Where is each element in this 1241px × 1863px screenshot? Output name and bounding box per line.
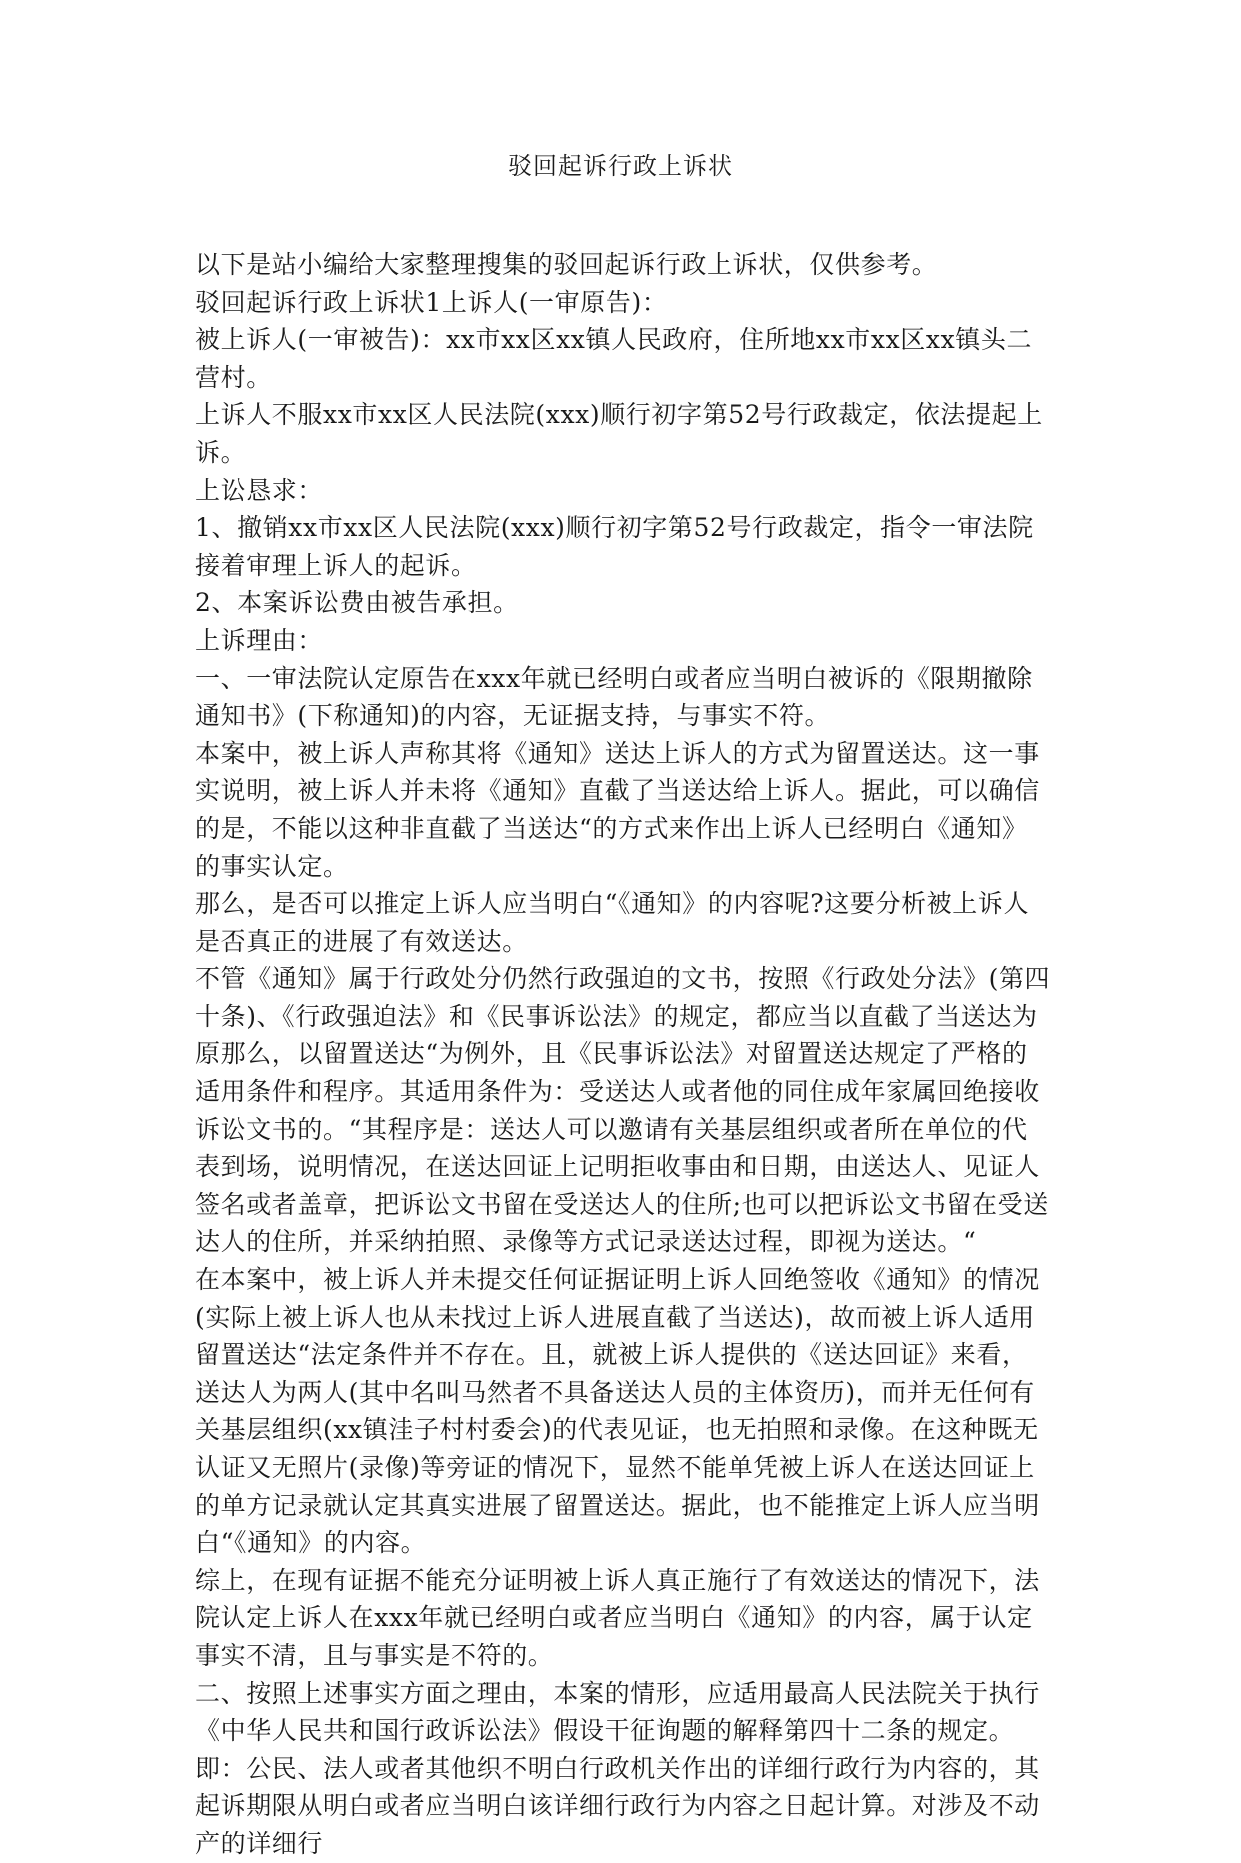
document-title: 驳回起诉行政上诉状: [508, 152, 733, 180]
paragraph-appellant: 驳回起诉行政上诉状1上诉人(一审原告)：: [195, 287, 668, 317]
paragraph-claim-2: 2、本案诉讼费由被告承担。: [195, 588, 519, 618]
paragraph-claims-heading: 上讼恳求：: [195, 475, 324, 505]
document-body: [195, 246, 1051, 1863]
paragraph-reason-1-detail-b: 那么，是否可以推定上诉人应当明白“《通知》的内容呢?这要分析被上诉人是否真正的进展了有效送达。: [195, 889, 1030, 956]
paragraph-reason-2: 二、按照上述事实方面之理由，本案的情形，应适用最高人民法院关于执行《中华人民共和国行政诉讼法》假设干征询题的解释第四十二条的规定。即：公民、法人或者其他织不明白行政机关作出的详细行政行为内容的，其起诉期限从明白或者应当明白该详细行政行为内容之日起计算。对涉及不动产的详细行: [195, 1678, 1040, 1858]
paragraph-appeal-statement: 上诉人不服xx市xx区人民法院(xxx)顺行初字第52号行政裁定，依法提起上诉。: [195, 400, 1043, 467]
paragraph-summary: 综上，在现有证据不能充分证明被上诉人真正施行了有效送达的情况下，法院认定上诉人在xxx年就已经明白或者应当明白《通知》的内容，属于认定事实不清，且与事实是不符的。: [195, 1565, 1040, 1670]
paragraph-reasons-heading: 上诉理由：: [195, 625, 324, 655]
paragraph-claim-1: 1、撤销xx市xx区人民法院(xxx)顺行初字第52号行政裁定，指令一审法院接着审理上诉人的起诉。: [195, 513, 1034, 580]
paragraph-intro: 以下是站小编给大家整理搜集的驳回起诉行政上诉状，仅供参考。: [195, 250, 938, 279]
paragraph-appellee: 被上诉人(一审被告)：xx市xx区xx镇人民政府，住所地xx市xx区xx镇头二营村。: [195, 325, 1033, 392]
paragraph-reason-1: 一、一审法院认定原告在xxx年就已经明白或者应当明白被诉的《限期撤除通知书》(下称通知)的内容，无证据支持，与事实不符。: [195, 663, 1033, 731]
paragraph-reason-1-detail-d: 在本案中，被上诉人并未提交任何证据证明上诉人回绝签收《通知》的情况(实际上被上诉人也从未找过上诉人进展直截了当送达)，故而被上诉人适用留置送达“法定条件并不存在。且，就被上诉人提供的《送达回证》来看，送达人为两人(其中名叫马然者不具备送达人员的主体资历)，而并无任何有关基层组织(xx镇洼子村村委会)的代表见证，也无拍照和录像。在这种既无认证又无照片(录像)等旁证的情况下，显然不能单凭被上诉人在送达回证上的单方记录就认定其真实进展了留置送达。据此，也不能推定上诉人应当明白“《通知》的内容。: [195, 1265, 1040, 1558]
paragraph-reason-1-detail-c: 不管《通知》属于行政处分仍然行政强迫的文书，按照《行政处分法》(第四十条)、《行政强迫法》和《民事诉讼法》的规定，都应当以直截了当送达为原那么，以留置送达“为例外，且《民事诉讼法》对留置送达规定了严格的适用条件和程序。其适用条件为：受送达人或者他的同住成年家属回绝接收诉讼文书的。“其程序是：送达人可以邀请有关基层组织或者所在单位的代表到场，说明情况，在送达回证上记明拒收事由和日期，由送达人、见证人签名或者盖章，把诉讼文书留在受送达人的住所;也可以把诉讼文书留在受送达人的住所，并采纳拍照、录像等方式记录送达过程，即视为送达。“: [195, 964, 1051, 1257]
paragraph-reason-1-detail-a: 本案中，被上诉人声称其将《通知》送达上诉人的方式为留置送达。这一事实说明，被上诉人并未将《通知》直截了当送达给上诉人。据此，可以确信的是，不能以这种非直截了当送达“的方式来作出上诉人已经明白《通知》的事实认定。: [195, 738, 1040, 881]
